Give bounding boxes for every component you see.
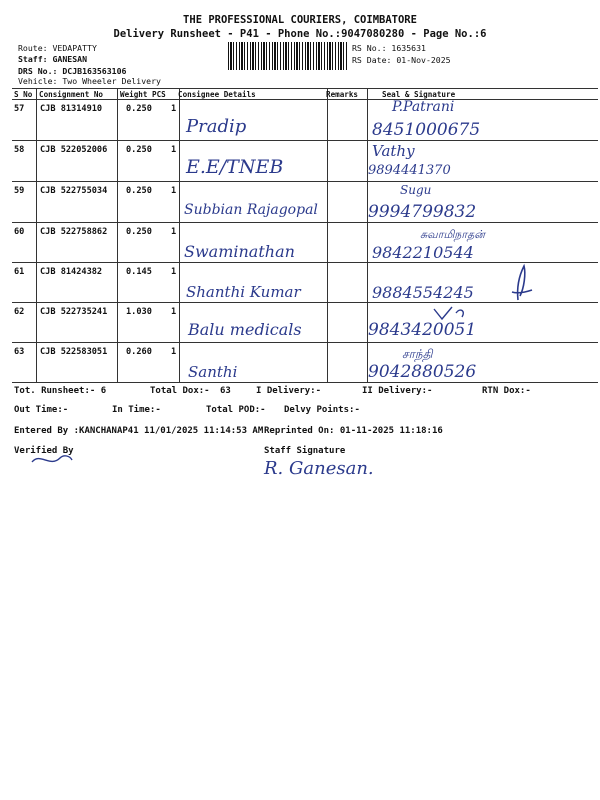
- row-pcs: 1: [171, 227, 177, 237]
- row-weight: 0.145: [126, 267, 152, 277]
- total-dox-value: 63: [220, 386, 231, 396]
- out-time: Out Time:-: [14, 405, 69, 415]
- rtn-dox: RTN Dox:-: [482, 386, 531, 396]
- row-sno: 57: [14, 104, 25, 114]
- handwritten-consignee: Balu medicals: [188, 320, 302, 339]
- handwritten-phone: 9042880526: [368, 362, 477, 382]
- col-consignment: Consignment No: [39, 90, 104, 99]
- verified-by: Verified By: [14, 446, 74, 456]
- total-pod: Total POD:-: [206, 405, 266, 415]
- col-pcs: PCS: [152, 90, 166, 99]
- vehicle-label: Vehicle: Two Wheeler Delivery: [18, 76, 161, 86]
- row-weight: 0.250: [126, 186, 152, 196]
- staff-signature-label: Staff Signature: [264, 446, 346, 456]
- delvy-points: Delvy Points:-: [284, 405, 360, 415]
- runsheet-subtitle: Delivery Runsheet - P41 - Phone No.:9047080280 - Page No.:6: [113, 28, 487, 40]
- rs-number: RS No.: 1635631: [352, 43, 426, 53]
- row-sno: 63: [14, 347, 25, 357]
- i-delivery: I Delivery:-: [256, 386, 322, 396]
- staff-signature: R. Ganesan.: [264, 458, 374, 479]
- total-dox-label: Total Dox:-: [150, 386, 210, 396]
- handwritten-phone: 9994799832: [368, 202, 477, 222]
- col-sno: S No: [14, 90, 33, 99]
- row-consignment-no: CJB 522052006: [40, 145, 108, 155]
- handwritten-consignee: Shanthi Kumar: [186, 283, 301, 301]
- handwritten-consignee: E.E/TNEB: [186, 156, 284, 178]
- handwritten-signature: சுவாமிநாதன்: [420, 228, 485, 241]
- company-title: THE PROFESSIONAL COURIERS, COIMBATORE: [183, 14, 417, 26]
- signature-stroke-icon: [508, 262, 536, 302]
- row-consignment-no: CJB 522758862: [40, 227, 108, 237]
- in-time: In Time:-: [112, 405, 161, 415]
- row-consignment-no: CJB 81314910: [40, 104, 103, 114]
- row-sno: 59: [14, 186, 25, 196]
- ii-delivery: II Delivery:-: [362, 386, 433, 396]
- row-weight: 0.250: [126, 104, 152, 114]
- handwritten-consignee: Pradip: [186, 116, 247, 137]
- row-pcs: 1: [171, 307, 177, 317]
- handwritten-signature: சாந்தி: [402, 347, 433, 361]
- row-consignment-no: CJB 522755034: [40, 186, 108, 196]
- row-sno: 61: [14, 267, 25, 277]
- row-sno: 58: [14, 145, 25, 155]
- route-label: Route: VEDAPATTY: [18, 43, 97, 53]
- handwritten-phone: 9842210544: [372, 243, 474, 262]
- row-weight: 0.250: [126, 227, 152, 237]
- handwritten-signature: P.Patrani: [392, 99, 455, 115]
- handwritten-phone: 9894441370: [368, 163, 451, 178]
- handwritten-signature: Vathy: [372, 142, 415, 160]
- handwritten-phone: 8451000675: [372, 120, 481, 140]
- row-pcs: 1: [171, 104, 177, 114]
- col-weight: Weight: [120, 90, 148, 99]
- row-consignment-no: CJB 522735241: [40, 307, 108, 317]
- staff-label: Staff: GANESAN: [18, 54, 88, 64]
- handwritten-signature: Sugu: [400, 183, 432, 197]
- row-sno: 62: [14, 307, 25, 317]
- col-remarks: Remarks: [326, 90, 359, 99]
- tot-runsheet: Tot. Runsheet:- 6: [14, 386, 107, 396]
- row-weight: 0.250: [126, 145, 152, 155]
- col-consignee: Consignee Details: [178, 90, 256, 99]
- verified-signature-icon: [30, 448, 74, 470]
- barcode-image: [228, 42, 348, 70]
- handwritten-consignee: Swaminathan: [184, 242, 295, 261]
- col-seal-signature: Seal & Signature: [382, 90, 456, 99]
- row-sno: 60: [14, 227, 25, 237]
- handwritten-phone: 9843420051: [368, 320, 477, 340]
- handwritten-consignee: Subbian Rajagopal: [184, 202, 318, 218]
- handwritten-consignee: Santhi: [188, 363, 238, 381]
- drs-number: DRS No.: DCJB163563106: [18, 66, 127, 76]
- row-weight: 0.260: [126, 347, 152, 357]
- reprinted-on: Reprinted On: 01-11-2025 11:18:16: [264, 426, 443, 436]
- entered-by: Entered By :KANCHANAP41 11/01/2025 11:14:53 AM: [14, 426, 264, 436]
- handwritten-phone: 9884554245: [372, 283, 474, 302]
- row-consignment-no: CJB 522583051: [40, 347, 108, 357]
- row-consignment-no: CJB 81424382: [40, 267, 103, 277]
- row-pcs: 1: [171, 347, 177, 357]
- row-pcs: 1: [171, 145, 177, 155]
- rs-date: RS Date: 01-Nov-2025: [352, 55, 451, 65]
- row-pcs: 1: [171, 267, 177, 277]
- row-weight: 1.030: [126, 307, 152, 317]
- row-pcs: 1: [171, 186, 177, 196]
